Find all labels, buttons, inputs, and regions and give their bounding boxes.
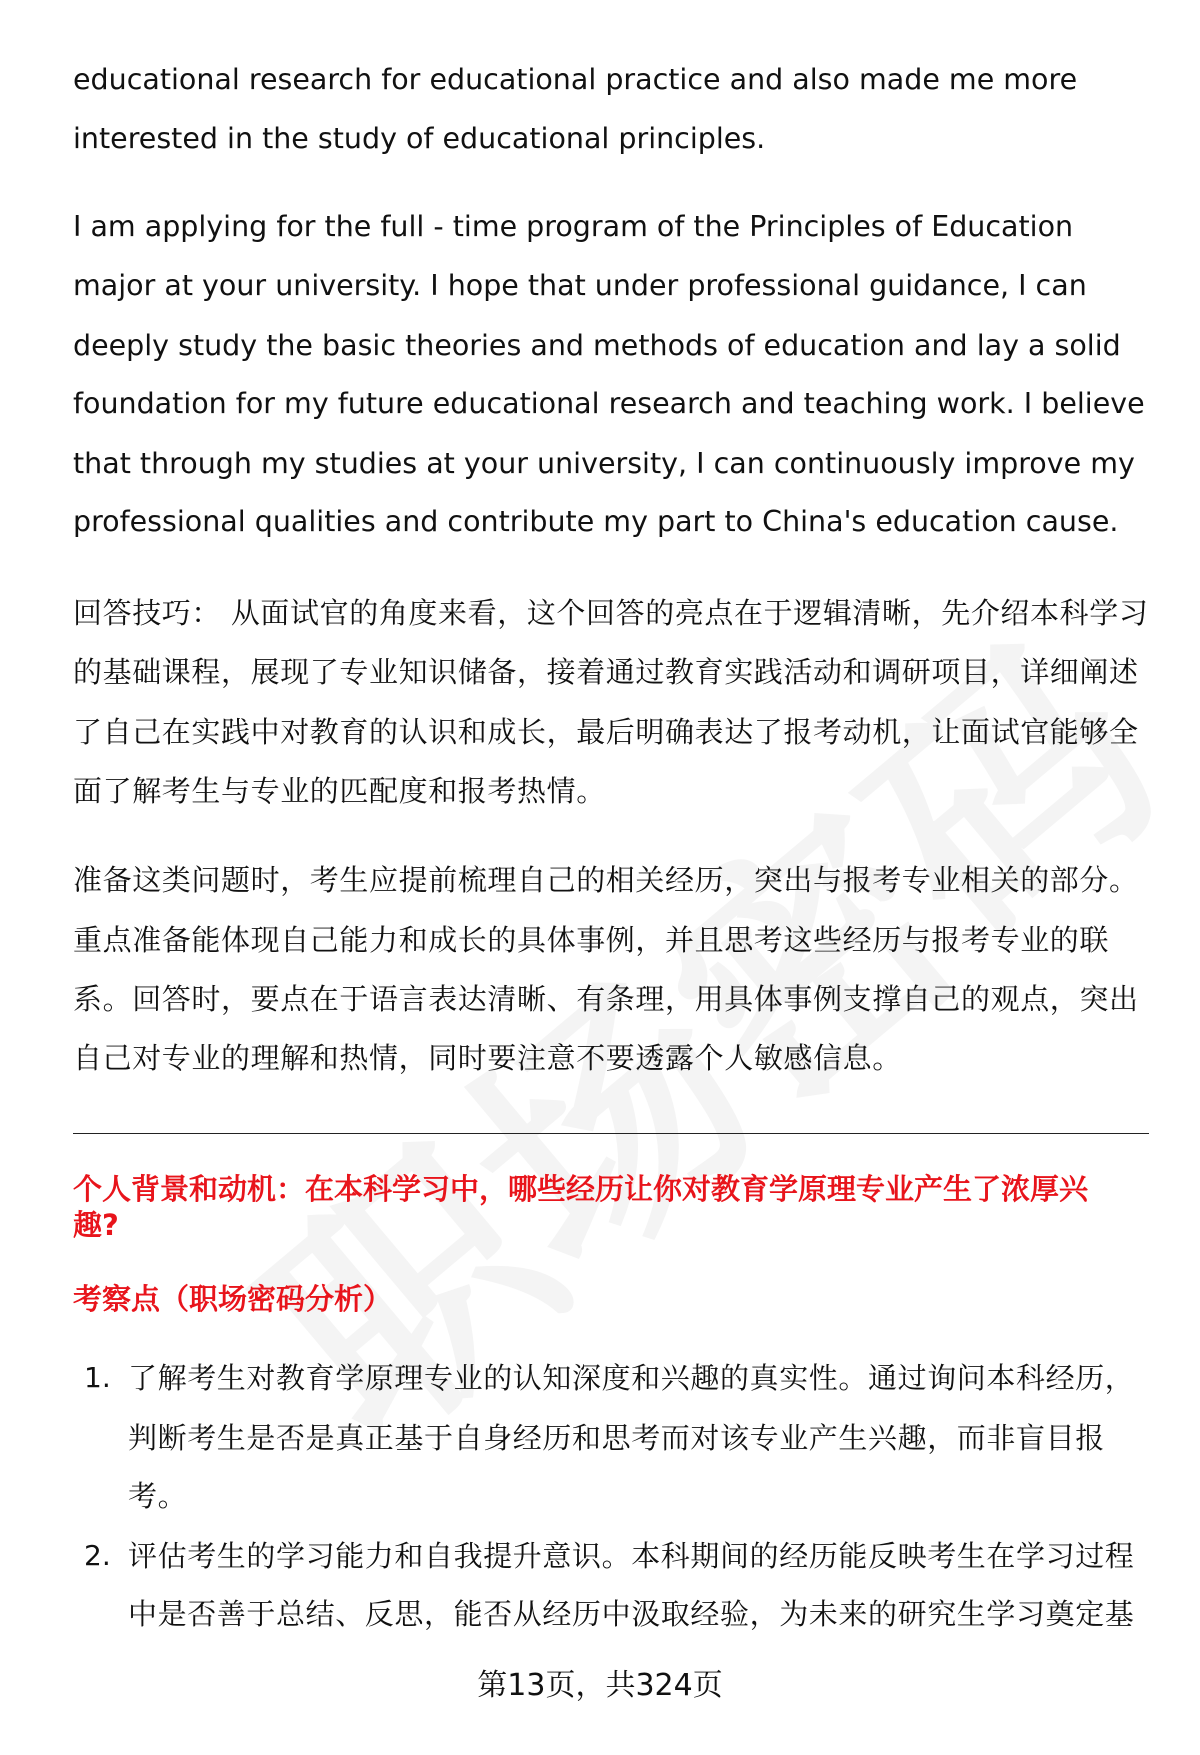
paragraph-line: major at your university. I hope that under professional guidance, I can <box>73 269 1087 302</box>
list-item-line: 考。 <box>128 1479 188 1513</box>
paragraph-line: I am applying for the full - time program of the Principles of Education <box>73 210 1074 243</box>
list-item-line: 评估考生的学习能力和自我提升意识。本科期间的经历能反映考生在学习过程 <box>128 1538 1135 1573</box>
paragraph-line: 准备这类问题时，考生应提前梳理自己的相关经历，突出与报考专业相关的部分。 <box>73 863 1139 897</box>
divider <box>73 1133 1149 1134</box>
list-item-line: 了解考生对教育学原理专业的认知深度和兴趣的真实性。通过询问本科经历， <box>128 1361 1135 1395</box>
question-heading: 个人背景和动机：在本科学习中，哪些经历让你对教育学原理专业产生了浓厚兴 <box>73 1172 1089 1206</box>
paragraph-line: 重点准备能体现自己能力和成长的具体事例，并且思考这些经历与报考专业的联 <box>73 922 1110 957</box>
paragraph-line: deeply study the basic theories and methods of education and lay a solid <box>73 328 1121 362</box>
paragraph-line: interested in the study of educational principles. <box>73 122 766 155</box>
section-heading: 考察点（职场密码分析） <box>73 1282 393 1316</box>
paragraph-line: 了自己在实践中对教育的认识和成长，最后明确表达了报考动机，让面试官能够全 <box>73 714 1139 749</box>
paragraph-line: foundation for my future educational research and teaching work. I believe <box>73 387 1145 420</box>
paragraph-line: educational research for educational practice and also made me more <box>73 62 1078 96</box>
paragraph-line: 面了解考生与专业的匹配度和报考热情。 <box>73 773 606 808</box>
page-number: 第13页，共324页 <box>477 1668 723 1703</box>
paragraph-line: 自己对专业的理解和热情，同时要注意不要透露个人敏感信息。 <box>73 1040 902 1075</box>
paragraph-line: 回答技巧： 从面试官的角度来看，这个回答的亮点在于逻辑清晰，先介绍本科学习 <box>73 595 1149 630</box>
paragraph-line: that through my studies at your university, I can continuously improve my <box>73 446 1135 480</box>
paragraph-line: 的基础课程，展现了专业知识储备，接着通过教育实践活动和调研项目，详细阐述 <box>73 655 1139 689</box>
paragraph-line: 系。回答时，要点在于语言表达清晰、有条理，用具体事例支撑自己的观点，突出 <box>73 982 1139 1016</box>
list-number: 1. <box>84 1361 111 1394</box>
question-heading: 趣? <box>73 1208 119 1242</box>
list-item-line: 中是否善于总结、反思，能否从经历中汲取经验，为未来的研究生学习奠定基 <box>128 1597 1135 1631</box>
list-item-line: 判断考生是否是真正基于自身经历和思考而对该专业产生兴趣，而非盲目报 <box>128 1420 1105 1455</box>
paragraph-line: professional qualities and contribute my part to China's education cause. <box>73 505 1119 538</box>
list-number: 2. <box>84 1538 111 1572</box>
